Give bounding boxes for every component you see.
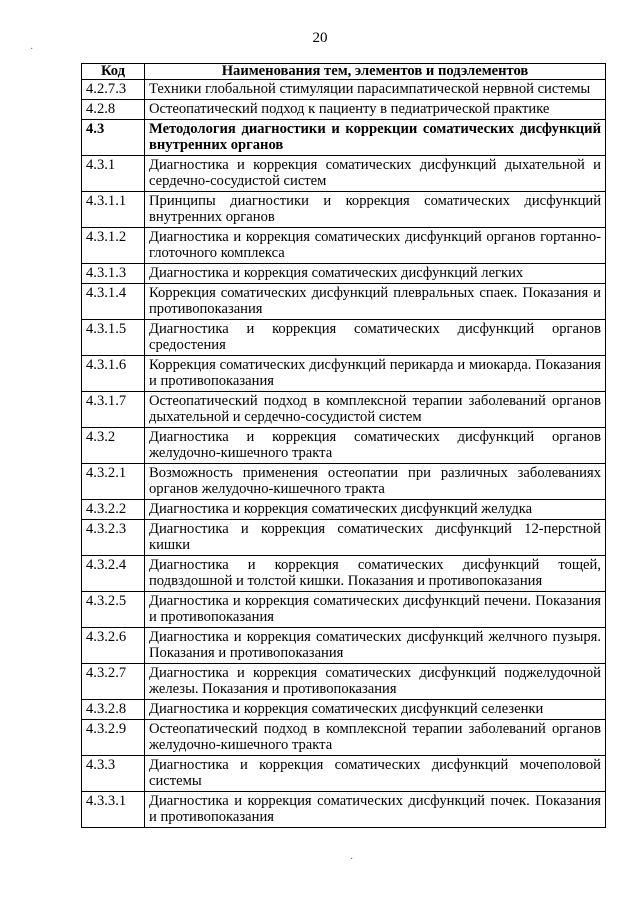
row-name: Диагностика и коррекция соматических дисфункций мочеполовой системы <box>145 756 606 792</box>
row-code: 4.3.1.2 <box>82 228 145 264</box>
row-name: Коррекция соматических дисфункций плевральных спаек. Показания и противопоказания <box>145 284 606 320</box>
row-name: Диагностика и коррекция соматических дисфункций поджелудочной железы. Показания и противопоказания <box>145 664 606 700</box>
table-row <box>82 556 606 592</box>
table-header-row <box>82 64 606 80</box>
row-code: 4.3.1.5 <box>82 320 145 356</box>
row-name: Методология диагностики и коррекции соматических дисфункций внутренних органов <box>145 120 606 156</box>
row-name: Диагностика и коррекция соматических дисфункций почек. Показания и противопоказания <box>145 792 606 828</box>
row-code: 4.3.2.5 <box>82 592 145 628</box>
table-row <box>82 80 606 100</box>
table-body <box>82 80 606 828</box>
row-code: 4.3.2.7 <box>82 664 145 700</box>
table-row <box>82 320 606 356</box>
row-name: Диагностика и коррекция соматических дисфункций тощей, подвздошной и толстой кишки. Показания и противопоказания <box>145 556 606 592</box>
table-row <box>82 356 606 392</box>
row-code: 4.3.1.4 <box>82 284 145 320</box>
row-code: 4.3.2.1 <box>82 464 145 500</box>
table-row <box>82 284 606 320</box>
row-code: 4.3.1.3 <box>82 264 145 284</box>
row-name: Техники глобальной стимуляции парасимпатической нервной системы <box>145 80 606 100</box>
row-name: Принципы диагностики и коррекция соматических дисфункций внутренних органов <box>145 192 606 228</box>
header-code: Код <box>82 64 145 80</box>
table-row <box>82 228 606 264</box>
row-name: Диагностика и коррекция соматических дисфункций желудка <box>145 500 606 520</box>
row-code: 4.3.1.1 <box>82 192 145 228</box>
table-row <box>82 792 606 828</box>
row-name: Диагностика и коррекция соматических дисфункций легких <box>145 264 606 284</box>
row-code: 4.3.2 <box>82 428 145 464</box>
table-row <box>82 628 606 664</box>
scan-speck: · <box>350 854 354 865</box>
page-number: 20 <box>312 30 328 46</box>
row-name: Диагностика и коррекция соматических дисфункций органов гортанно-глоточного комплекса <box>145 228 606 264</box>
row-code: 4.2.7.3 <box>82 80 145 100</box>
row-code: 4.3.3 <box>82 756 145 792</box>
row-name: Диагностика и коррекция соматических дисфункций 12-перстной кишки <box>145 520 606 556</box>
row-name: Диагностика и коррекция соматических дисфункций дыхательной и сердечно-сосудистой систем <box>145 156 606 192</box>
row-code: 4.3.1.6 <box>82 356 145 392</box>
row-code: 4.3.2.9 <box>82 720 145 756</box>
table-row <box>82 464 606 500</box>
header-name: Наименования тем, элементов и подэлементов <box>145 64 606 80</box>
row-name: Диагностика и коррекция соматических дисфункций селезенки <box>145 700 606 720</box>
row-code: 4.3.2.2 <box>82 500 145 520</box>
table-row <box>82 120 606 156</box>
table-row <box>82 592 606 628</box>
table-row <box>82 500 606 520</box>
row-name: Остеопатический подход к пациенту в педиатрической практике <box>145 100 606 120</box>
table-row <box>82 664 606 700</box>
row-code: 4.3.2.6 <box>82 628 145 664</box>
row-name: Остеопатический подход в комплексной терапии заболеваний органов дыхательной и сердечно-сосудистой систем <box>145 392 606 428</box>
row-name: Диагностика и коррекция соматических дисфункций органов желудочно-кишечного тракта <box>145 428 606 464</box>
curriculum-table <box>81 63 606 828</box>
row-code: 4.3.1.7 <box>82 392 145 428</box>
row-name: Диагностика и коррекция соматических дисфункций желчного пузыря. Показания и противопоказания <box>145 628 606 664</box>
row-name: Остеопатический подход в комплексной терапии заболеваний органов желудочно-кишечного тракта <box>145 720 606 756</box>
row-code: 4.3.1 <box>82 156 145 192</box>
table-row <box>82 520 606 556</box>
table-row <box>82 428 606 464</box>
table-row <box>82 192 606 228</box>
row-code: 4.3.3.1 <box>82 792 145 828</box>
row-code: 4.3.2.8 <box>82 700 145 720</box>
row-code: 4.3 <box>82 120 145 156</box>
row-code: 4.3.2.3 <box>82 520 145 556</box>
table-row <box>82 720 606 756</box>
table-row <box>82 392 606 428</box>
row-code: 4.3.2.4 <box>82 556 145 592</box>
row-name: Возможность применения остеопатии при различных заболеваниях органов желудочно-кишечного тракта <box>145 464 606 500</box>
table-row <box>82 756 606 792</box>
row-name: Диагностика и коррекция соматических дисфункций органов средостения <box>145 320 606 356</box>
table-row <box>82 100 606 120</box>
table-row <box>82 264 606 284</box>
row-name: Диагностика и коррекция соматических дисфункций печени. Показания и противопоказания <box>145 592 606 628</box>
table-row <box>82 156 606 192</box>
row-code: 4.2.8 <box>82 100 145 120</box>
row-name: Коррекция соматических дисфункций перикарда и миокарда. Показания и противопоказания <box>145 356 606 392</box>
scan-speck: · <box>30 44 34 55</box>
table-row <box>82 700 606 720</box>
